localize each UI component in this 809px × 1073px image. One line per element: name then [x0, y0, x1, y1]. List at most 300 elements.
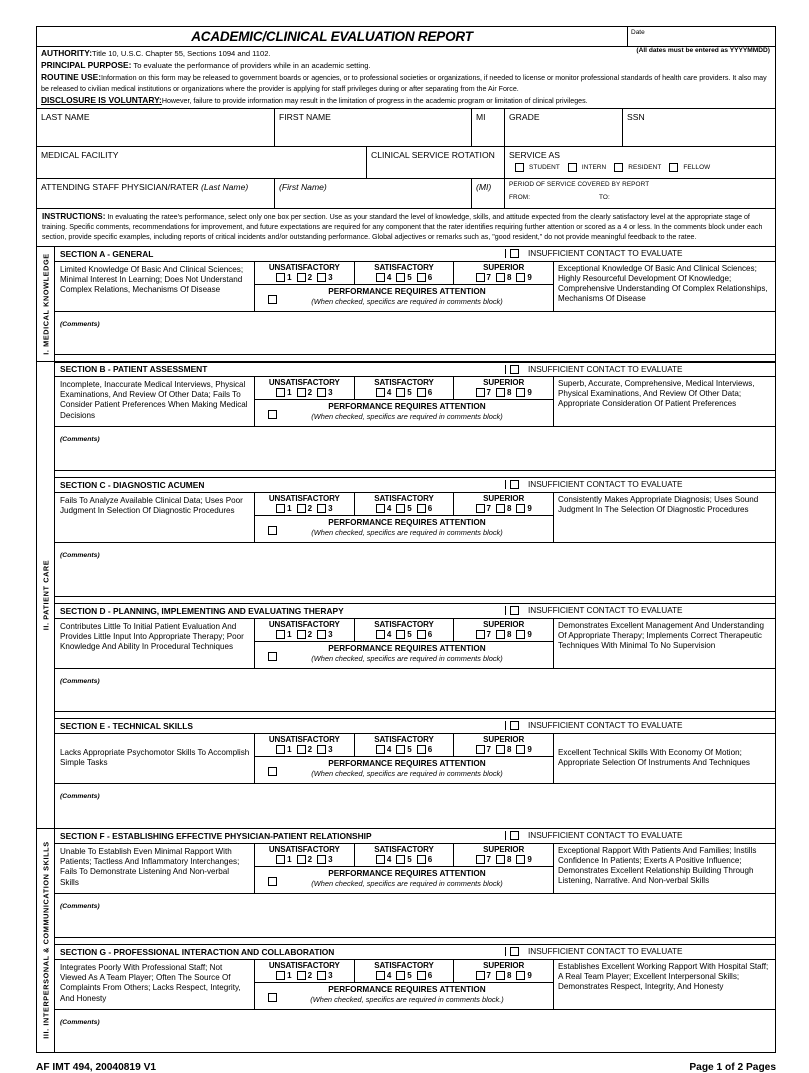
insufficient-contact-label-e: INSUFFICIENT CONTACT TO EVALUATE	[528, 721, 683, 731]
superior-group-e	[453, 734, 553, 756]
satisfactory-group-c	[354, 493, 454, 515]
section-header-f	[55, 829, 775, 844]
date-field[interactable]	[627, 27, 775, 46]
insufficient-contact-a[interactable]	[505, 249, 775, 258]
rating-checkbox-c-9[interactable]	[516, 504, 525, 513]
period-to-label[interactable]: TO:	[599, 193, 610, 201]
rating-checkbox-d-7[interactable]	[476, 630, 485, 639]
disclosure-line	[41, 95, 771, 107]
section-g-rating-scale	[255, 960, 553, 1009]
spacer-b	[55, 471, 775, 478]
superior-label-c: SUPERIOR	[483, 493, 525, 503]
fellow-checkbox[interactable]	[669, 163, 678, 172]
performance-attention-title-g: PERFORMANCE REQUIRES ATTENTION	[328, 984, 486, 994]
privacy-act-statement	[37, 47, 775, 109]
rating-number-c-8: 8	[506, 503, 512, 513]
rating-number-f-1: 1	[287, 854, 292, 864]
performance-attention-a	[255, 285, 553, 311]
performance-attention-checkbox-d[interactable]	[268, 652, 277, 661]
unsatisfactory-label-f: UNSATISFACTORY	[268, 844, 340, 854]
rating-number-g-2: 2	[307, 970, 313, 980]
section-title-f: SECTION F - ESTABLISHING EFFECTIVE PHYSICIAN-PATIENT RELATIONSHIP	[60, 830, 372, 841]
rating-number-d-3: 3	[328, 629, 333, 639]
rating-checkbox-f-2[interactable]	[297, 855, 306, 864]
rating-number-c-7: 7	[486, 503, 491, 513]
rating-number-g-7: 7	[486, 970, 491, 980]
title-row	[37, 27, 775, 47]
satisfactory-label-e: SATISFACTORY	[374, 734, 434, 744]
attending-mi-field[interactable]	[472, 179, 505, 208]
satisfactory-group-g	[354, 960, 454, 982]
insufficient-contact-checkbox-f[interactable]	[510, 831, 519, 840]
rating-number-b-5: 5	[407, 387, 412, 397]
section-title-b: SECTION B - PATIENT ASSESSMENT	[60, 364, 208, 375]
superior-label-e: SUPERIOR	[483, 734, 525, 744]
period-label: PERIOD OF SERVICE COVERED BY REPORT	[509, 180, 650, 188]
rating-number-e-4: 4	[386, 744, 392, 754]
rating-checkbox-a-1[interactable]	[276, 273, 285, 282]
rating-checkbox-g-4[interactable]	[376, 971, 385, 980]
rating-checkbox-e-9[interactable]	[516, 745, 525, 754]
insufficient-contact-label-a: INSUFFICIENT CONTACT TO EVALUATE	[528, 249, 683, 259]
part-label-text: II. PATIENT CARE	[41, 559, 50, 630]
insufficient-contact-label-b: INSUFFICIENT CONTACT TO EVALUATE	[528, 364, 683, 374]
rating-checkbox-a-8[interactable]	[496, 273, 505, 282]
rating-number-e-1: 1	[287, 744, 292, 754]
superior-group-a	[453, 262, 553, 284]
section-f-rating-scale	[255, 844, 553, 893]
comments-block-b[interactable]	[55, 427, 775, 471]
fellow-label: FELLOW	[683, 163, 711, 171]
section-title-d: SECTION D - PLANNING, IMPLEMENTING AND EVALUATING THERAPY	[60, 605, 344, 616]
rating-number-a-2: 2	[307, 272, 313, 282]
rating-checkbox-d-5[interactable]	[396, 630, 405, 639]
mi-field[interactable]	[472, 109, 505, 146]
rating-number-a-1: 1	[287, 272, 292, 282]
section-header-a	[55, 247, 775, 262]
authority-label: AUTHORITY:	[41, 48, 93, 58]
comments-block-d[interactable]	[55, 669, 775, 712]
resident-checkbox[interactable]	[614, 163, 623, 172]
student-checkbox[interactable]	[515, 163, 524, 172]
rating-number-e-8: 8	[506, 744, 512, 754]
insufficient-contact-d[interactable]	[505, 606, 775, 615]
unsatisfactory-group-e	[255, 734, 354, 756]
rating-number-g-9: 9	[527, 970, 532, 980]
section-e-high-descriptor: Excellent Technical Skills With Economy Of Motion; Appropriate Selection Of Instruments And Techniques	[553, 734, 775, 783]
ssn-field[interactable]	[623, 109, 775, 146]
performance-attention-checkbox-b[interactable]	[268, 410, 277, 419]
performance-attention-checkbox-f[interactable]	[268, 877, 277, 886]
rating-checkbox-b-9[interactable]	[516, 388, 525, 397]
facility-row	[37, 147, 775, 179]
spacer-f	[55, 938, 775, 945]
clinical-service-rotation-label: CLINICAL SERVICE ROTATION	[371, 149, 495, 160]
grade-field[interactable]	[505, 109, 623, 146]
page-title: ACADEMIC/CLINICAL EVALUATION REPORT	[191, 29, 473, 44]
rating-number-e-7: 7	[486, 744, 491, 754]
comments-label-d: (Comments)	[60, 677, 100, 685]
rating-checkbox-c-4[interactable]	[376, 504, 385, 513]
rating-number-a-9: 9	[527, 272, 532, 282]
rating-checkbox-f-9[interactable]	[516, 855, 525, 864]
rating-number-c-1: 1	[287, 503, 292, 513]
rating-checkbox-a-3[interactable]	[317, 273, 326, 282]
comments-label-g: (Comments)	[60, 1018, 100, 1026]
evaluation-form	[36, 26, 776, 1053]
intern-checkbox[interactable]	[568, 163, 577, 172]
part-label-text: III. INTERPERSONAL & COMMUNICATION SKILLS	[41, 841, 50, 1039]
rating-number-b-8: 8	[506, 387, 512, 397]
rating-number-a-6: 6	[427, 272, 433, 282]
rating-number-e-2: 2	[307, 744, 313, 754]
rating-number-b-7: 7	[486, 387, 491, 397]
insufficient-contact-g[interactable]	[505, 947, 775, 956]
rating-checkbox-d-1[interactable]	[276, 630, 285, 639]
insufficient-contact-checkbox-e[interactable]	[510, 721, 519, 730]
rating-checkbox-d-8[interactable]	[496, 630, 505, 639]
superior-label-f: SUPERIOR	[483, 844, 525, 854]
attending-first-name-field[interactable]	[275, 179, 472, 208]
superior-label-g: SUPERIOR	[483, 960, 525, 970]
superior-label-a: SUPERIOR	[483, 262, 525, 272]
rating-number-g-6: 6	[427, 970, 433, 980]
section-g-low-descriptor: Integrates Poorly With Professional Staff; Not Viewed As A Team Player; Often The Source Of Complaints From Others; Lacks Respect, Integrity, And Honesty	[55, 960, 255, 1009]
rating-checkbox-a-7[interactable]	[476, 273, 485, 282]
performance-attention-d	[255, 642, 553, 668]
rating-checkbox-g-3[interactable]	[317, 971, 326, 980]
rating-checkbox-c-7[interactable]	[476, 504, 485, 513]
superior-group-c	[453, 493, 553, 515]
performance-attention-sub-d: (When checked, specifics are required in comments block)	[311, 653, 503, 663]
insufficient-contact-checkbox-d[interactable]	[510, 606, 519, 615]
student-label: STUDENT	[529, 163, 560, 171]
rating-number-c-4: 4	[386, 503, 392, 513]
superior-group-f	[453, 844, 553, 866]
rating-checkbox-b-3[interactable]	[317, 388, 326, 397]
insufficient-contact-label-c: INSUFFICIENT CONTACT TO EVALUATE	[528, 480, 683, 490]
insufficient-contact-checkbox-g[interactable]	[510, 947, 519, 956]
performance-attention-checkbox-c[interactable]	[268, 526, 277, 535]
rating-checkbox-e-8[interactable]	[496, 745, 505, 754]
performance-attention-c	[255, 516, 553, 542]
rating-checkbox-a-2[interactable]	[297, 273, 306, 282]
section-body-f	[55, 844, 775, 894]
rating-checkbox-d-2[interactable]	[297, 630, 306, 639]
rating-checkbox-f-3[interactable]	[317, 855, 326, 864]
rating-checkbox-f-8[interactable]	[496, 855, 505, 864]
section-c-low-descriptor: Fails To Analyze Available Clinical Data; Uses Poor Judgment In Selection Of Diagnostic Procedures	[55, 493, 255, 542]
unsatisfactory-group-g	[255, 960, 354, 982]
attending-field[interactable]	[37, 179, 275, 208]
part-label-medical-knowledge	[37, 247, 55, 361]
section-body-e	[55, 734, 775, 784]
unsatisfactory-label-g: UNSATISFACTORY	[268, 960, 340, 970]
rating-checkbox-g-1[interactable]	[276, 971, 285, 980]
instructions-label: INSTRUCTIONS:	[42, 211, 106, 221]
medical-facility-label: MEDICAL FACILITY	[41, 149, 119, 160]
section-f-low-descriptor: Unable To Establish Even Minimal Rapport With Patients; Tactless And Inflammatory Interchanges; Fails To Demonstrate Listening And Non-verbal Skills	[55, 844, 255, 893]
performance-attention-title-e: PERFORMANCE REQUIRES ATTENTION	[328, 758, 486, 768]
rating-checkbox-b-8[interactable]	[496, 388, 505, 397]
satisfactory-group-a	[354, 262, 454, 284]
insufficient-contact-f[interactable]	[505, 831, 775, 840]
performance-attention-g	[255, 983, 553, 1009]
section-a-low-descriptor: Limited Knowledge Of Basic And Clinical Sciences; Minimal Interest In Learning; Does Not Understand Complex Relations, Mechanisms Of Disease	[55, 262, 255, 311]
name-row	[37, 109, 775, 147]
insufficient-contact-e[interactable]	[505, 721, 775, 730]
superior-group-g	[453, 960, 553, 982]
performance-attention-checkbox-a[interactable]	[268, 295, 277, 304]
comments-label-e: (Comments)	[60, 792, 100, 800]
section-a-high-descriptor: Exceptional Knowledge Of Basic And Clinical Sciences; Highly Resourceful Development Of Knowledge; Comprehensive Understanding Of Complex Relationships, Mechanisms Of Disease	[553, 262, 775, 311]
first-name-label: FIRST NAME	[279, 111, 331, 122]
part-patient-care	[37, 362, 775, 829]
unsatisfactory-group-a	[255, 262, 354, 284]
section-header-e	[55, 719, 775, 734]
rating-number-b-3: 3	[328, 387, 333, 397]
superior-group-b	[453, 377, 553, 399]
rating-checkbox-c-2[interactable]	[297, 504, 306, 513]
insufficient-contact-b[interactable]	[505, 365, 775, 374]
rating-checkbox-c-1[interactable]	[276, 504, 285, 513]
rating-checkbox-e-4[interactable]	[376, 745, 385, 754]
performance-attention-checkbox-e[interactable]	[268, 767, 277, 776]
rating-checkbox-f-6[interactable]	[417, 855, 426, 864]
rating-number-d-5: 5	[407, 629, 412, 639]
rating-number-a-7: 7	[486, 272, 491, 282]
rating-checkbox-a-6[interactable]	[417, 273, 426, 282]
rating-number-d-1: 1	[287, 629, 292, 639]
rating-number-f-9: 9	[527, 854, 532, 864]
rating-number-c-5: 5	[407, 503, 412, 513]
unsatisfactory-label-b: UNSATISFACTORY	[268, 377, 340, 387]
intern-label: INTERN	[581, 163, 607, 171]
instructions-block	[37, 209, 775, 247]
performance-attention-title-f: PERFORMANCE REQUIRES ATTENTION	[328, 868, 486, 878]
period-of-service-field	[505, 179, 775, 208]
satisfactory-label-a: SATISFACTORY	[374, 262, 434, 272]
section-title-a: SECTION A - GENERAL	[60, 248, 154, 259]
rating-number-d-7: 7	[486, 629, 491, 639]
rating-checkbox-g-9[interactable]	[516, 971, 525, 980]
authority-text: Title 10, U.S.C. Chapter 55, Sections 1094 and 1102.	[92, 49, 271, 58]
performance-attention-f	[255, 867, 553, 893]
rating-checkbox-f-4[interactable]	[376, 855, 385, 864]
rating-checkbox-c-5[interactable]	[396, 504, 405, 513]
rating-checkbox-e-1[interactable]	[276, 745, 285, 754]
comments-block-a[interactable]	[55, 312, 775, 355]
spacer-d	[55, 712, 775, 719]
date-format-note: (All dates must be entered as YYYYMMDD)	[636, 47, 770, 54]
principal-purpose-line	[41, 60, 771, 72]
attending-hint: (Last Name)	[200, 181, 249, 192]
rating-checkbox-c-8[interactable]	[496, 504, 505, 513]
rating-number-f-7: 7	[486, 854, 491, 864]
superior-label-b: SUPERIOR	[483, 377, 525, 387]
section-b-high-descriptor: Superb, Accurate, Comprehensive, Medical Interviews, Physical Examinations, And Review Of Other Data; Appropriate Consideration Of Patient Preferences	[553, 377, 775, 426]
insufficient-contact-label-f: INSUFFICIENT CONTACT TO EVALUATE	[528, 831, 683, 841]
rating-checkbox-f-7[interactable]	[476, 855, 485, 864]
comments-label-c: (Comments)	[60, 551, 100, 559]
insufficient-contact-c[interactable]	[505, 480, 775, 489]
section-a-rating-scale	[255, 262, 553, 311]
attending-first-name-hint: (First Name)	[279, 181, 327, 192]
rating-checkbox-e-2[interactable]	[297, 745, 306, 754]
unsatisfactory-label-a: UNSATISFACTORY	[268, 262, 340, 272]
purpose-text: To evaluate the performance of providers while in an academic setting.	[133, 60, 371, 70]
unsatisfactory-group-f	[255, 844, 354, 866]
performance-attention-b	[255, 400, 553, 426]
rating-checkbox-b-4[interactable]	[376, 388, 385, 397]
rating-checkbox-a-9[interactable]	[516, 273, 525, 282]
performance-attention-sub-c: (When checked, specifics are required in comments block)	[311, 527, 503, 537]
performance-attention-sub-a: (When checked, specifics are required in comments block)	[311, 296, 503, 306]
satisfactory-label-g: SATISFACTORY	[374, 960, 434, 970]
rating-checkbox-a-5[interactable]	[396, 273, 405, 282]
performance-attention-checkbox-g[interactable]	[268, 993, 277, 1002]
rating-checkbox-a-4[interactable]	[376, 273, 385, 282]
form-identifier: AF IMT 494, 20040819 V1	[36, 1061, 157, 1073]
satisfactory-label-f: SATISFACTORY	[374, 844, 434, 854]
form-footer	[36, 1062, 776, 1073]
last-name-label: LAST NAME	[41, 111, 90, 122]
performance-attention-title-d: PERFORMANCE REQUIRES ATTENTION	[328, 643, 486, 653]
rating-checkbox-b-6[interactable]	[417, 388, 426, 397]
satisfactory-group-d	[354, 619, 454, 641]
section-d-low-descriptor: Contributes Little To Initial Patient Evaluation And Provides Little Input Into Appropriate Therapy; Poor Knowledge And Ability In Procedural Techniques	[55, 619, 255, 668]
routine-text: Information on this form may be released to government boards or agencies, or to professional societies or organizations, if needed to license or monitor professional standards of health care providers. It also may be released to civilian medical institutions or organizations where the provider is applying for staff privileges during or after separating from the Air Force.	[41, 74, 767, 93]
part-label-text: I. MEDICAL KNOWLEDGE	[41, 252, 50, 355]
instructions-text: In evaluating the ratee's performance, select only one box per section. Use as your standard the level of knowledge, skills, and attitude expected from the clearly satisfactory level at the appropriate stage of training. Specific comments, recommendations for improvement, and future expectations are required for any component that the rater identifies requiring further attention or scored as a 4 or less. In the comments block under each section, provide specific examples, including reports of critical incidents and/or outstanding performance. Global adjectives or remarks such as, "good resident," do not provide meaningful feedback to the ratee.	[42, 212, 763, 242]
rating-number-f-4: 4	[386, 854, 392, 864]
mi-label: MI	[476, 111, 486, 122]
rating-checkbox-e-6[interactable]	[417, 745, 426, 754]
rating-number-c-6: 6	[427, 503, 433, 513]
period-from-label[interactable]: FROM:	[509, 193, 531, 201]
unsatisfactory-label-e: UNSATISFACTORY	[268, 734, 340, 744]
resident-label: RESIDENT	[628, 163, 662, 171]
rating-checkbox-g-6[interactable]	[417, 971, 426, 980]
satisfactory-label-b: SATISFACTORY	[374, 377, 434, 387]
unsatisfactory-label-c: UNSATISFACTORY	[268, 493, 340, 503]
rating-number-d-2: 2	[307, 629, 313, 639]
part-label-patient-care	[37, 362, 55, 828]
rating-number-f-3: 3	[328, 854, 333, 864]
comments-label-a: (Comments)	[60, 320, 100, 328]
section-d-rating-scale	[255, 619, 553, 668]
rating-checkbox-e-7[interactable]	[476, 745, 485, 754]
rating-number-g-3: 3	[328, 970, 333, 980]
attending-row	[37, 179, 775, 209]
satisfactory-group-f	[354, 844, 454, 866]
rating-checkbox-g-5[interactable]	[396, 971, 405, 980]
section-g-high-descriptor: Establishes Excellent Working Rapport With Hospital Staff; A Real Team Player; Excellent Interpersonal Skills; Demonstrates Respect, Integrity, And Honesty	[553, 960, 775, 1009]
rating-checkbox-e-3[interactable]	[317, 745, 326, 754]
spacer-a	[55, 355, 775, 361]
last-name-field[interactable]	[37, 109, 275, 146]
rating-number-b-1: 1	[287, 387, 292, 397]
rating-number-g-5: 5	[407, 970, 412, 980]
rating-number-f-8: 8	[506, 854, 512, 864]
rating-number-c-9: 9	[527, 503, 532, 513]
service-as-field	[505, 147, 775, 178]
section-e-rating-scale	[255, 734, 553, 783]
comments-block-c[interactable]	[55, 543, 775, 597]
rating-number-b-4: 4	[386, 387, 392, 397]
rating-checkbox-g-7[interactable]	[476, 971, 485, 980]
insufficient-contact-checkbox-b[interactable]	[510, 365, 519, 374]
comments-block-g[interactable]	[55, 1010, 775, 1052]
rating-number-f-5: 5	[407, 854, 412, 864]
rating-checkbox-d-3[interactable]	[317, 630, 326, 639]
comments-block-e[interactable]	[55, 784, 775, 828]
rating-number-e-9: 9	[527, 744, 532, 754]
rating-checkbox-g-2[interactable]	[297, 971, 306, 980]
section-c-rating-scale	[255, 493, 553, 542]
rating-checkbox-d-4[interactable]	[376, 630, 385, 639]
rating-checkbox-c-6[interactable]	[417, 504, 426, 513]
comments-block-f[interactable]	[55, 894, 775, 938]
rating-number-c-2: 2	[307, 503, 313, 513]
rating-checkbox-d-9[interactable]	[516, 630, 525, 639]
rating-checkbox-b-2[interactable]	[297, 388, 306, 397]
rating-checkbox-g-8[interactable]	[496, 971, 505, 980]
clinical-service-rotation-field[interactable]	[367, 147, 505, 178]
rating-checkbox-b-5[interactable]	[396, 388, 405, 397]
rating-checkbox-b-7[interactable]	[476, 388, 485, 397]
routine-use-line	[41, 72, 771, 94]
performance-attention-sub-e: (When checked, specifics are required in comments block)	[311, 768, 503, 778]
routine-label: ROUTINE USE:	[41, 72, 102, 83]
unsatisfactory-label-d: UNSATISFACTORY	[268, 619, 340, 629]
spacer-c	[55, 597, 775, 604]
section-title-c: SECTION C - DIAGNOSTIC ACUMEN	[60, 479, 205, 490]
performance-attention-title-a: PERFORMANCE REQUIRES ATTENTION	[328, 286, 486, 296]
first-name-field[interactable]	[275, 109, 472, 146]
insufficient-contact-checkbox-a[interactable]	[510, 249, 519, 258]
rating-number-a-8: 8	[506, 272, 512, 282]
rating-checkbox-e-5[interactable]	[396, 745, 405, 754]
disclosure-label: DISCLOSURE IS VOLUNTARY:	[41, 95, 162, 106]
unsatisfactory-group-b	[255, 377, 354, 399]
rating-checkbox-d-6[interactable]	[417, 630, 426, 639]
rating-number-b-9: 9	[527, 387, 532, 397]
section-f-high-descriptor: Exceptional Rapport With Patients And Families; Instills Confidence In Patients; Exerts A Positive Influence; Demonstrates Excellent Relationship Building Through Listening, Narrative. And Non-verbal Skills	[553, 844, 775, 893]
service-as-label: SERVICE AS	[509, 149, 560, 160]
rating-checkbox-f-1[interactable]	[276, 855, 285, 864]
rating-number-d-8: 8	[506, 629, 512, 639]
attending-label: ATTENDING STAFF PHYSICIAN/RATER	[41, 181, 199, 192]
part-label-interpersonal	[37, 829, 55, 1052]
rating-number-e-3: 3	[328, 744, 333, 754]
rating-checkbox-b-1[interactable]	[276, 388, 285, 397]
grade-label: GRADE	[509, 111, 540, 122]
attending-mi-hint: (MI)	[476, 181, 492, 192]
rating-checkbox-f-5[interactable]	[396, 855, 405, 864]
performance-attention-title-c: PERFORMANCE REQUIRES ATTENTION	[328, 517, 486, 527]
insufficient-contact-checkbox-c[interactable]	[510, 480, 519, 489]
disclosure-text: However, failure to provide information may result in the limitation of progress in the academic program or limitation of clinical privileges.	[161, 97, 588, 106]
section-body-c	[55, 493, 775, 543]
rating-number-d-4: 4	[386, 629, 392, 639]
rating-checkbox-c-3[interactable]	[317, 504, 326, 513]
medical-facility-field[interactable]	[37, 147, 367, 178]
section-c-high-descriptor: Consistently Makes Appropriate Diagnosis; Uses Sound Judgment In The Selection Of Diagnostic Procedures	[553, 493, 775, 542]
date-label: Date	[631, 29, 645, 36]
section-title-e: SECTION E - TECHNICAL SKILLS	[60, 720, 193, 731]
section-body-b	[55, 377, 775, 427]
